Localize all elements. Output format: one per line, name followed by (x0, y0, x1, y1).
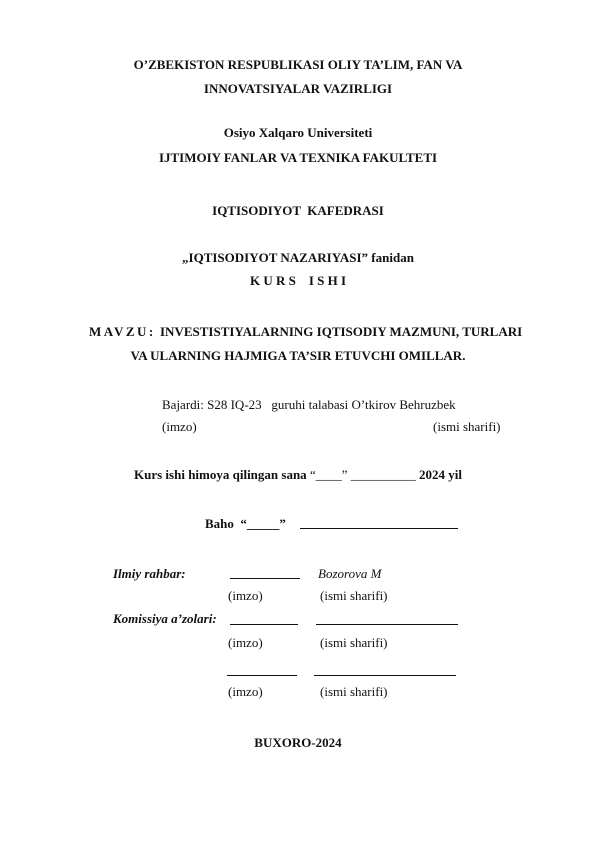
commission-member-1-signature-line (230, 624, 298, 625)
supervisor-name-caption: (ismi sharifi) (320, 588, 388, 603)
commission-member-2-name-caption: (ismi sharifi) (320, 684, 388, 699)
ministry-line-1: O’ZBEKISTON RESPUBLIKASI OLIY TA’LIM, FAN VA (133, 57, 463, 72)
commission-member-1-signature-caption: (imzo) (228, 635, 263, 650)
author-name-caption: (ismi sharifi) (433, 419, 501, 434)
defense-date-prefix: Kurs ishi himoya qilingan sana (134, 467, 310, 482)
work-type-title: K U R S I S H I (249, 273, 347, 288)
grade-blank-line (300, 528, 458, 529)
university-name: Osiyo Xalqaro Universiteti (223, 125, 373, 140)
topic-label: MAVZU: (89, 324, 156, 339)
faculty-name: IJTIMOIY FANLAR VA TEXNIKA FAKULTETI (158, 150, 438, 165)
commission-member-1-name-line (316, 624, 458, 625)
defense-date-line (0, 467, 596, 483)
grade-label: Baho “_____” (205, 516, 286, 531)
commission-member-2-signature-line (227, 675, 297, 676)
place-year: BUXORO-2024 (254, 735, 342, 750)
commission-label: Komissiya a’zolari: (113, 611, 217, 626)
topic-line-1: INVESTISTIYALARNING IQTISODIY MAZMUNI, TURLARI (160, 324, 523, 339)
commission-member-1-name-caption: (ismi sharifi) (320, 635, 388, 650)
department-name: IQTISODIYOT KAFEDRASI (212, 203, 384, 218)
supervisor-signature-caption: (imzo) (228, 588, 263, 603)
defense-date-blank: “____” __________ (309, 467, 416, 482)
author-signature-caption: (imzo) (162, 419, 197, 434)
topic-line-2: VA ULARNING HAJMIGA TA’SIR ETUVCHI OMILLAR. (130, 348, 466, 363)
commission-member-2-name-line (314, 675, 456, 676)
defense-year: 2024 yil (415, 467, 462, 482)
supervisor-signature-line (230, 578, 300, 579)
author-info: Bajardi: S28 IQ-23 guruhi talabasi O’tkirov Behruzbek (162, 397, 456, 412)
course-subject: „IQTISODIYOT NAZARIYASI” fanidan (182, 250, 414, 265)
commission-member-2-signature-caption: (imzo) (228, 684, 263, 699)
supervisor-label: Ilmiy rahbar: (113, 566, 186, 581)
ministry-line-2: INNOVATSIYALAR VAZIRLIGI (203, 81, 393, 96)
supervisor-name: Bozorova M (318, 566, 382, 581)
